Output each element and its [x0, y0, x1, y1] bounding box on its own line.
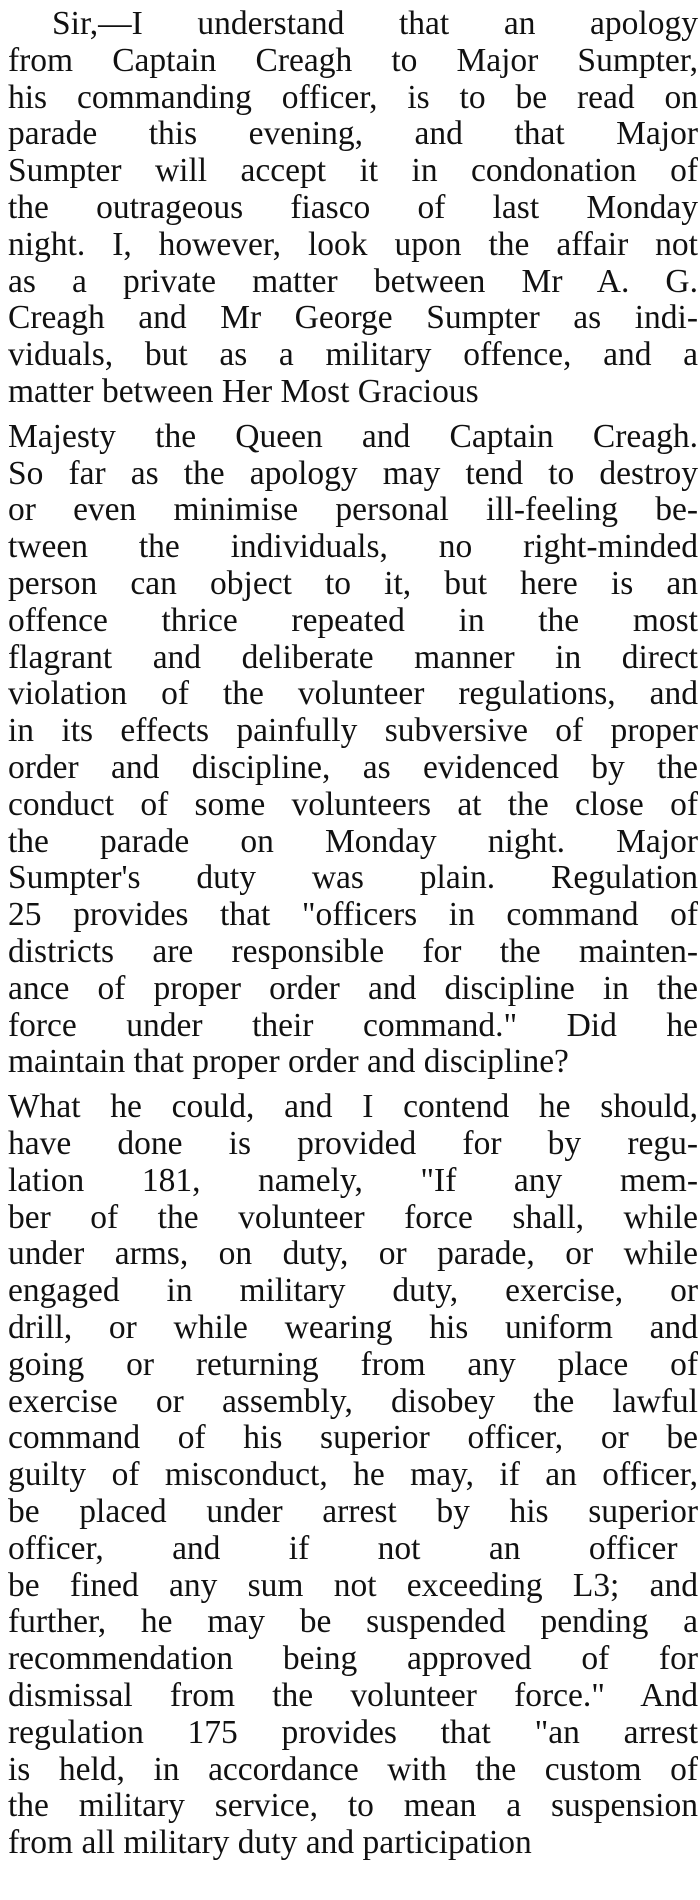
text-line: from Captain Creagh to Major Sumpter,: [8, 42, 698, 79]
text-line: engaged in military duty, exercise, or: [8, 1273, 698, 1310]
text-line: going or returning from any place of: [8, 1346, 698, 1383]
text-line: flagrant and deliberate manner in direct: [8, 639, 698, 676]
text-line: districts are responsible for the mainten-: [8, 934, 698, 970]
paragraph-gap: [0, 411, 700, 419]
text-line: ber of the volunteer force shall, while: [8, 1199, 698, 1236]
text-line: So far as the apology may tend to destroy: [8, 455, 698, 492]
text-line: further, he may be suspended pending a: [8, 1604, 698, 1641]
text-line: is held, in accordance with the custom of: [8, 1751, 698, 1788]
text-line: guilty of misconduct, he may, if an officer,: [8, 1457, 698, 1494]
text-line: What he could, and I contend he should,: [8, 1089, 698, 1126]
text-line: his commanding officer, is to be read on: [8, 79, 698, 116]
text-line: the military service, to mean a suspension: [8, 1788, 698, 1825]
text-line: viduals, but as a military offence, and a: [8, 337, 698, 374]
text-line: maintain that proper order and discipline?: [8, 1044, 569, 1081]
text-line: regulation 175 provides that "an arrest: [8, 1714, 698, 1751]
text-line: ance of proper order and discipline in the: [8, 970, 698, 1007]
text-line: in its effects painfully subversive of proper: [8, 713, 698, 750]
text-line: lation 181, namely, "If any mem-: [8, 1162, 698, 1199]
text-line: from all military duty and participation: [8, 1825, 532, 1862]
text-line: matter between Her Most Gracious: [8, 374, 479, 410]
text-line: command of his superior officer, or be: [8, 1420, 698, 1457]
text-line: under arms, on duty, or parade, or while: [8, 1236, 698, 1273]
text-line: offence thrice repeated in the most: [8, 602, 698, 639]
text-line: as a private matter between Mr A. G.: [8, 263, 698, 300]
text-line: officer, and if not an officer: [8, 1530, 678, 1567]
text-line: recommendation being approved of for: [8, 1641, 698, 1678]
text-line: exercise or assembly, disobey the lawful: [8, 1383, 698, 1420]
text-line: the outrageous fiasco of last Monday: [8, 190, 698, 226]
text-line: parade this evening, and that Major: [8, 116, 698, 153]
text-line: force under their command." Did he: [8, 1007, 698, 1044]
text-line: night. I, however, look upon the affair not: [8, 226, 698, 263]
text-line: Creagh and Mr George Sumpter as indi-: [8, 300, 698, 337]
text-line: violation of the volunteer regulations, and: [8, 676, 698, 713]
text-line: Majesty the Queen and Captain Creagh.: [8, 418, 698, 455]
text-line: be fined any sum not exceeding L3; and: [8, 1567, 698, 1604]
text-line: tween the individuals, no right-minded: [8, 529, 698, 566]
text-line: conduct of some volunteers at the close of: [8, 786, 698, 823]
text-line: 25 provides that "officers in command of: [8, 897, 698, 934]
paragraph-gap: [0, 1081, 700, 1089]
text-line: the parade on Monday night. Major: [8, 823, 698, 860]
text-line: Sumpter's duty was plain. Regulation: [8, 860, 698, 897]
text-line: person can object to it, but here is an: [8, 566, 698, 602]
text-line: be placed under arrest by his superior: [8, 1494, 698, 1530]
text-line: or even minimise personal ill-feeling be-: [8, 492, 698, 529]
text-line: drill, or while wearing his uniform and: [8, 1310, 698, 1346]
text-line: have done is provided for by regu-: [8, 1126, 698, 1162]
text-line: Sumpter will accept it in condonation of: [8, 153, 698, 190]
text-line: dismissal from the volunteer force." And: [8, 1678, 698, 1714]
text-line: Sir,—I understand that an apology: [52, 6, 698, 42]
text-line: order and discipline, as evidenced by the: [8, 750, 698, 786]
